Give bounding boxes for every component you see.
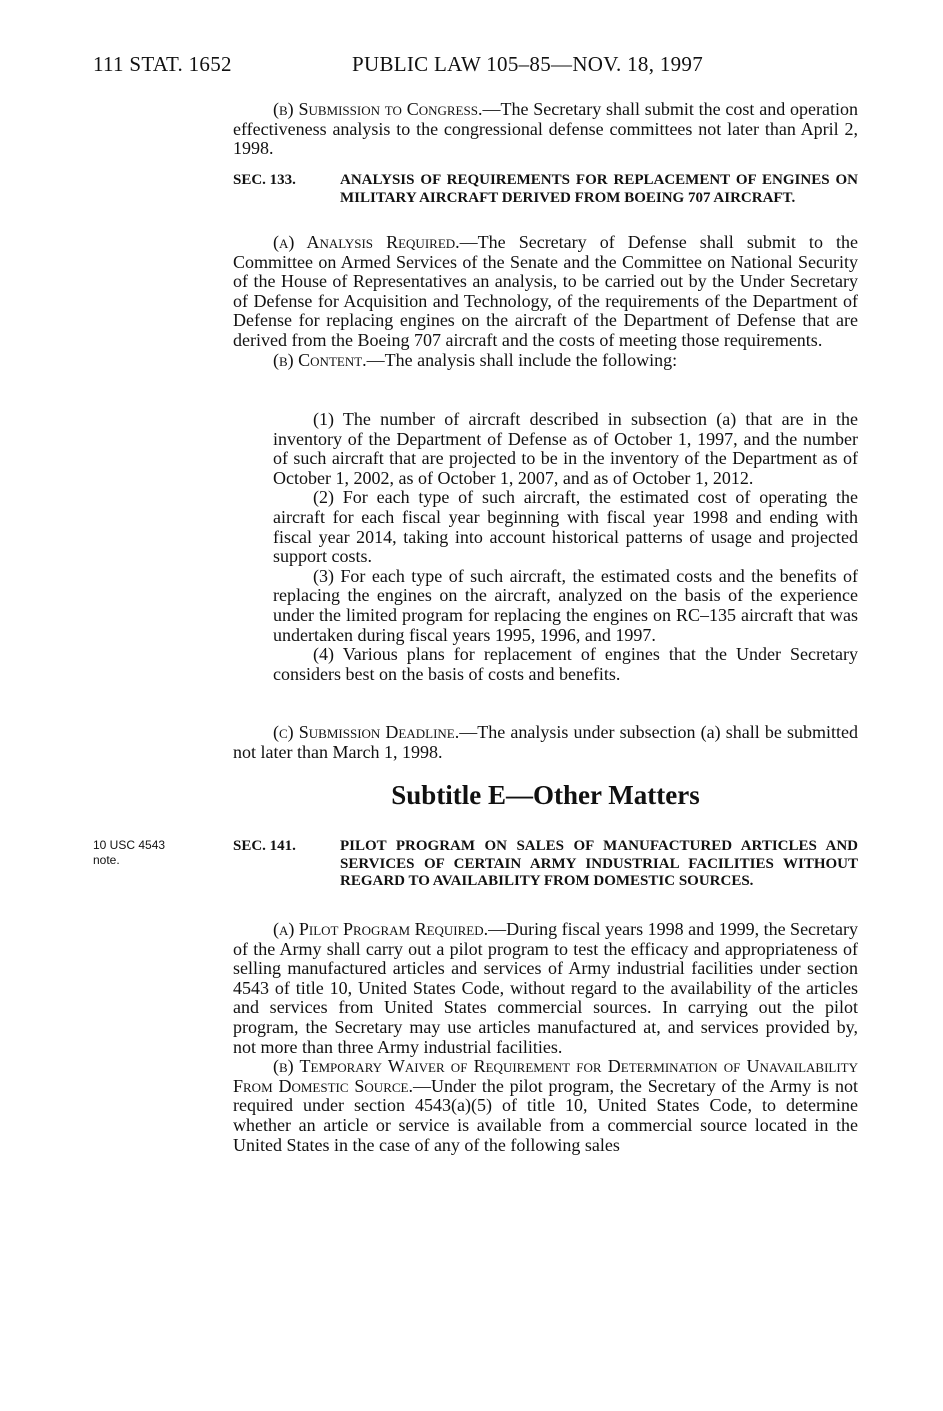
subtitle-heading: Subtitle E—Other Matters [391,780,700,810]
sec133-paragraph-a [233,233,858,351]
sec133-item-4: (4) Various plans for replacement of engines that the Under Secretary considers best on the basis of costs and benefits. [273,644,858,684]
sec133-number: SEC. 133. [233,172,296,188]
sec133-b-text: —The analysis shall include the following: [366,349,678,370]
sec133-item-3: (3) For each type of such aircraft, the estimated costs and the benefits of replacing the engines on the aircraft, analyzed on the basis of the experience under the limited program for replacing the engines on RC–135 aircraft that was undertaken during fiscal years 1995, 1996, and 1997. [273,565,858,645]
sec133-b-label: (b) Content. [273,349,367,370]
margin-note-citation: 10 USC 4543 [93,838,166,852]
sec141-a-label: (a) Pilot Program Required. [273,919,489,939]
sec133-item-1: (1) The number of aircraft described in subsection (a) that are in the inventory of the Department of Defense as of October 1, 1997, and the number of such aircraft that are projected to be in the inventory of the Department as of October 1, 2002, as of October 1, 2007, and as of October 1, 2012. [273,409,858,488]
sec132-b-label: (b) Submission to Congress. [273,99,483,119]
sec133-title: ANALYSIS OF REQUIREMENTS FOR REPLACEMENT OF ENGINES ON MILITARY AIRCRAFT DERIVED FROM BOEING 707 AIRCRAFT. [340,172,858,206]
sec141-title: PILOT PROGRAM ON SALES OF MANUFACTURED ARTICLES AND SERVICES OF CERTAIN ARMY INDUSTRIAL FACILITIES WITHOUT REGARD TO AVAILABILITY FROM DOMESTIC SOURCES. [340,838,858,889]
sec141-body [233,920,858,1155]
page-stat-number: 111 STAT. 1652 [93,52,232,76]
sec133-a-text: —The Secretary of Defense shall submit to the Committee on Armed Services of the Senate and the Committee on National Security of the House of Representatives an analysis, to be carried out by the Under Secretary of Defense for Acquisition and Technology, of the requirements of the Department of Defense for replacing engines on the aircraft of the Department of Defense that are derived from the Boeing 707 aircraft and the costs of meeting those requirements. [233,232,858,350]
sec141-heading [233,838,858,891]
running-header: PUBLIC LAW 105–85—NOV. 18, 1997 [352,52,704,76]
sec133-paragraph-c [233,723,858,762]
sec141-paragraph-a [233,920,858,1057]
sec133-body [233,233,858,370]
sec133-items [273,410,858,684]
sec141-paragraph-b [233,1057,858,1155]
margin-note [93,838,165,868]
margin-note-label: note. [93,853,120,867]
sec133-paragraph-b [233,351,858,371]
sec132-b-text: —The Secretary shall submit the cost and operation effectiveness analysis to the congressional defense committees not later than April 2, 1998. [233,99,858,159]
sec133-item-2: (2) For each type of such aircraft, the estimated cost of operating the aircraft for each fiscal year beginning with fiscal year 1998 and ending with fiscal year 2014, taking into account historical patterns of usage and projected support costs. [273,487,858,567]
sec141-b-label: (b) Temporary Waiver of Requirement for Determination of Unavailability From Domestic Source. [233,1056,858,1096]
sec132-paragraph-b [233,100,858,159]
sec141-a-text: —During fiscal years 1998 and 1999, the Secretary of the Army shall carry out a pilot program to test the efficacy and appropriateness of selling manufactured articles and services of Army industrial facilities under section 4543 of title 10, United States Code, without regard to the availability of the articles and services from United States commercial sources. In carrying out the pilot program, the Secretary may use articles manufactured at, and services provided by, not more than three Army industrial facilities. [233,919,859,1057]
sec133-a-label: (a) Analysis Required. [273,232,460,252]
sec141-number: SEC. 141. [233,838,296,854]
sec141-b-text: —Under the pilot program, the Secretary of the Army is not required under section 4543(a)(5) of title 10, United States Code, to determine whether an article or service is available from a commercial source located in the United States in the case of any of the following sales [233,1075,858,1155]
sec133-c-text: —The analysis under subsection (a) shall be submitted not later than March 1, 1998. [233,722,858,762]
sec133-c-label: (c) Submission Deadline. [273,722,460,742]
sec133-heading [233,172,858,207]
